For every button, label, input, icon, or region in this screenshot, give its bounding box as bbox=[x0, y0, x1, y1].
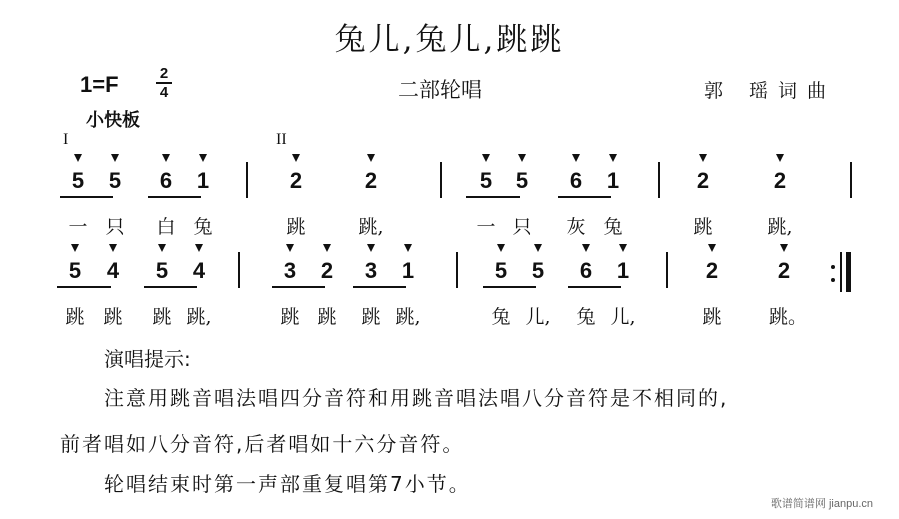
row2-lyric: 跳 bbox=[103, 306, 123, 328]
row2-note: 5 bbox=[494, 258, 508, 283]
row2-note: 5 bbox=[155, 258, 169, 283]
row1-lyric: 灰 bbox=[566, 216, 586, 238]
tempo-marking: 小快板 bbox=[86, 110, 140, 131]
tip-line-1: 注意用跳音唱法唱四分音符和用跳音唱法唱八分音符是不相同的, bbox=[104, 386, 729, 410]
part-marker-2: II bbox=[276, 131, 287, 148]
row1-lyric: 只 bbox=[105, 216, 125, 238]
row2-lyric: 跳, bbox=[186, 306, 212, 328]
key-signature: 1=F bbox=[80, 72, 119, 97]
row1-staccato-mark bbox=[199, 154, 207, 162]
row1-staccato-mark bbox=[367, 154, 375, 162]
row1-lyric: 兔 bbox=[603, 216, 623, 238]
row1-staccato-mark bbox=[776, 154, 784, 162]
time-numerator: 2 bbox=[159, 65, 169, 82]
row2-eighth-underline bbox=[57, 286, 111, 288]
row1-eighth-underline bbox=[148, 196, 201, 198]
row1-barline bbox=[658, 162, 660, 198]
row1-staccato-mark bbox=[609, 154, 617, 162]
row2-note: 5 bbox=[531, 258, 545, 283]
time-signature bbox=[156, 66, 172, 100]
row2-staccato-mark bbox=[109, 244, 117, 252]
row2-lyric: 跳 bbox=[317, 306, 337, 328]
repeat-dot bbox=[831, 265, 835, 269]
row2-lyric: 兔 bbox=[576, 306, 596, 328]
row1-lyric: 跳 bbox=[286, 216, 306, 238]
row2-staccato-mark bbox=[195, 244, 203, 252]
row2-staccato-mark bbox=[619, 244, 627, 252]
row1-note: 2 bbox=[773, 168, 787, 193]
row1-staccato-mark bbox=[699, 154, 707, 162]
row2-lyric: 儿, bbox=[610, 306, 636, 328]
row1-lyric: 一 bbox=[476, 216, 496, 238]
row2-lyric: 跳 bbox=[280, 306, 300, 328]
composer-credit: 郭 瑶词曲 bbox=[704, 80, 837, 102]
row1-lyric: 跳, bbox=[358, 216, 384, 238]
row2-staccato-mark bbox=[158, 244, 166, 252]
row2-lyric: 跳 bbox=[702, 306, 722, 328]
row2-note: 6 bbox=[579, 258, 593, 283]
row1-lyric: 兔 bbox=[193, 216, 213, 238]
row2-staccato-mark bbox=[404, 244, 412, 252]
row2-note: 3 bbox=[364, 258, 378, 283]
row1-lyric: 跳 bbox=[693, 216, 713, 238]
row2-note: 5 bbox=[68, 258, 82, 283]
row2-staccato-mark bbox=[534, 244, 542, 252]
row2-eighth-underline bbox=[272, 286, 325, 288]
row2-staccato-mark bbox=[497, 244, 505, 252]
row2-staccato-mark bbox=[286, 244, 294, 252]
row2-lyric: 跳 bbox=[361, 306, 381, 328]
row2-note: 4 bbox=[192, 258, 206, 283]
row1-lyric: 一 bbox=[68, 216, 88, 238]
watermark: 歌谱简谱网 jianpu.cn bbox=[770, 498, 873, 510]
row1-lyric: 跳, bbox=[767, 216, 793, 238]
row2-lyric: 跳。 bbox=[769, 306, 808, 328]
row1-note: 2 bbox=[289, 168, 303, 193]
repeat-thin-barline bbox=[840, 252, 842, 292]
row1-barline bbox=[440, 162, 442, 198]
row1-note: 5 bbox=[515, 168, 529, 193]
row1-note: 1 bbox=[196, 168, 210, 193]
row1-staccato-mark bbox=[518, 154, 526, 162]
row1-note: 1 bbox=[606, 168, 620, 193]
repeat-thick-barline bbox=[846, 252, 851, 292]
row2-note: 4 bbox=[106, 258, 120, 283]
row2-barline bbox=[456, 252, 458, 288]
row2-eighth-underline bbox=[353, 286, 406, 288]
row2-lyric: 兔 bbox=[491, 306, 511, 328]
row2-lyric: 跳, bbox=[395, 306, 421, 328]
tip-line-3: 轮唱结束时第一声部重复唱第7小节。 bbox=[104, 472, 471, 496]
subtitle: 二部轮唱 bbox=[398, 78, 482, 102]
row2-barline bbox=[666, 252, 668, 288]
row2-eighth-underline bbox=[144, 286, 197, 288]
row2-eighth-underline bbox=[568, 286, 621, 288]
row1-note: 2 bbox=[364, 168, 378, 193]
row2-staccato-mark bbox=[323, 244, 331, 252]
row1-eighth-underline bbox=[60, 196, 113, 198]
row1-lyric: 白 bbox=[156, 216, 176, 238]
row1-lyric: 只 bbox=[512, 216, 532, 238]
row2-note: 1 bbox=[616, 258, 630, 283]
row2-note: 2 bbox=[777, 258, 791, 283]
row1-barline bbox=[850, 162, 852, 198]
row1-note: 5 bbox=[479, 168, 493, 193]
row2-lyric: 跳 bbox=[65, 306, 85, 328]
row2-note: 3 bbox=[283, 258, 297, 283]
row1-note: 2 bbox=[696, 168, 710, 193]
tips-heading: 演唱提示: bbox=[104, 347, 191, 371]
part-marker-1: I bbox=[63, 131, 69, 148]
row2-note: 1 bbox=[401, 258, 415, 283]
row2-barline bbox=[238, 252, 240, 288]
row2-staccato-mark bbox=[367, 244, 375, 252]
row2-eighth-underline bbox=[483, 286, 536, 288]
row1-staccato-mark bbox=[572, 154, 580, 162]
row1-staccato-mark bbox=[74, 154, 82, 162]
row2-staccato-mark bbox=[71, 244, 79, 252]
row1-barline bbox=[246, 162, 248, 198]
row1-note: 6 bbox=[159, 168, 173, 193]
row1-eighth-underline bbox=[466, 196, 520, 198]
row2-staccato-mark bbox=[708, 244, 716, 252]
row1-staccato-mark bbox=[482, 154, 490, 162]
repeat-dot bbox=[831, 278, 835, 282]
row1-note: 5 bbox=[108, 168, 122, 193]
time-denominator: 4 bbox=[159, 84, 169, 101]
row2-note: 2 bbox=[705, 258, 719, 283]
row1-staccato-mark bbox=[162, 154, 170, 162]
row2-staccato-mark bbox=[582, 244, 590, 252]
row2-staccato-mark bbox=[780, 244, 788, 252]
row1-staccato-mark bbox=[292, 154, 300, 162]
row2-note: 2 bbox=[320, 258, 334, 283]
tip-line-2: 前者唱如八分音符,后者唱如十六分音符。 bbox=[60, 432, 465, 456]
row1-staccato-mark bbox=[111, 154, 119, 162]
page-title: 兔儿,兔儿,跳跳 bbox=[334, 22, 565, 58]
row1-note: 5 bbox=[71, 168, 85, 193]
row1-eighth-underline bbox=[558, 196, 611, 198]
row1-note: 6 bbox=[569, 168, 583, 193]
row2-lyric: 儿, bbox=[525, 306, 551, 328]
row2-lyric: 跳 bbox=[152, 306, 172, 328]
